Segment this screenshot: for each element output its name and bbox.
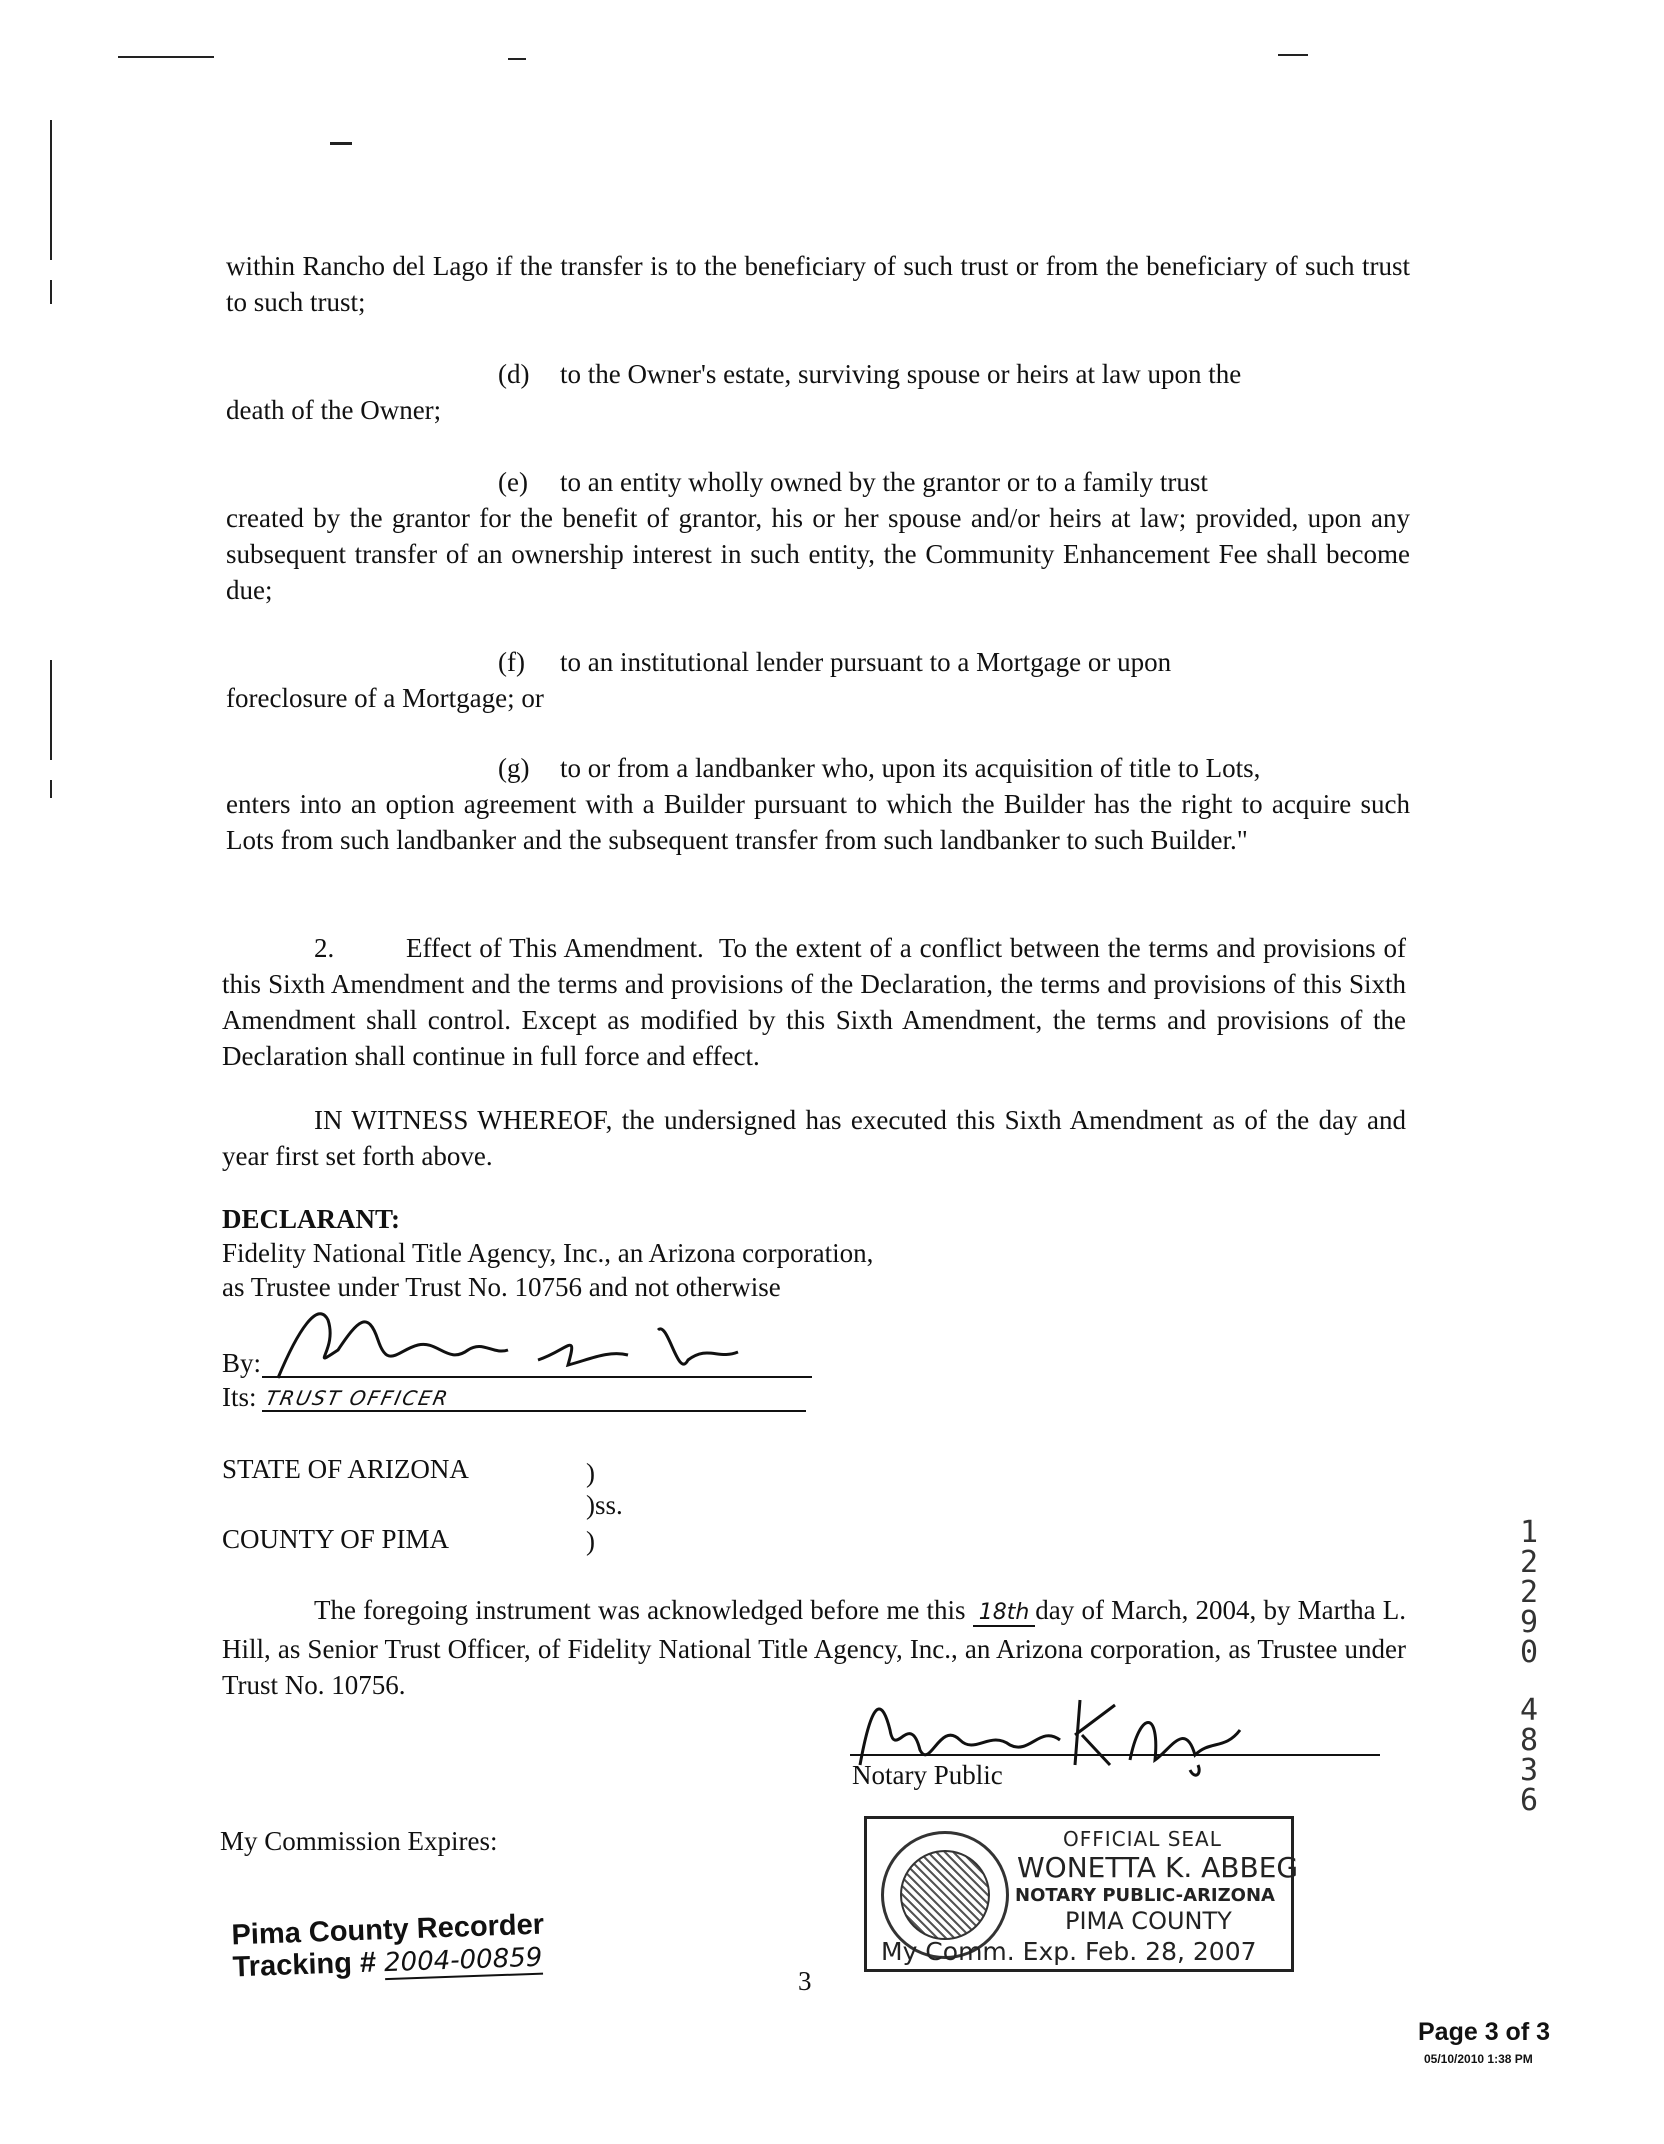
item-f-label: (f): [498, 647, 525, 677]
docket-digit: 2: [1519, 1575, 1539, 1610]
item-d-rest: death of the Owner;: [226, 395, 442, 425]
item-e-label: (e): [498, 467, 528, 497]
section-2-number: 2.: [314, 933, 335, 963]
recorder-line1: Pima County Recorder: [230, 1908, 545, 1952]
venue-ss: )ss.: [586, 1490, 623, 1520]
notary-line: [850, 1754, 1380, 1756]
item-g-label: (g): [498, 753, 530, 783]
item-d-label: (d): [498, 359, 530, 389]
ack-day: 18th: [973, 1600, 1036, 1627]
item-d-first: to the Owner's estate, surviving spouse or heirs at law upon the: [560, 359, 1242, 389]
county-label: COUNTY OF PIMA: [222, 1524, 450, 1554]
seal-line3: NOTARY PUBLIC-ARIZONA: [1015, 1885, 1275, 1906]
witness-paragraph: IN WITNESS WHEREOF, the undersigned has executed this Sixth Amendment as of the day and year first set forth above.: [222, 1105, 1406, 1171]
venue-paren-close: ): [586, 1526, 595, 1556]
section-2: [222, 930, 1406, 1074]
ack-before: The foregoing instrument was acknowledged before me this: [314, 1595, 966, 1625]
trust-paragraph: within Rancho del Lago if the transfer is to the beneficiary of such trust or from the beneficiary of such trust to such trust;: [226, 251, 1410, 317]
item-f-first: to an institutional lender pursuant to a Mortgage or upon: [560, 647, 1172, 677]
its-label: Its:: [222, 1382, 257, 1412]
its-line: [262, 1410, 806, 1412]
docket-digit: 9: [1519, 1605, 1539, 1640]
item-d: [226, 356, 1410, 428]
recorder-tracking-number: 2004-00859: [383, 1942, 543, 1979]
item-e-first: to an entity wholly owned by the grantor or to a family trust: [560, 467, 1208, 497]
seal-line1: OFFICIAL SEAL: [1063, 1827, 1222, 1851]
seal-line4: PIMA COUNTY: [1065, 1907, 1232, 1935]
docket-digit: 6: [1519, 1783, 1539, 1818]
seal-line5: My Comm. Exp. Feb. 28, 2007: [881, 1937, 1257, 1966]
docket-digit: 8: [1519, 1723, 1539, 1758]
page-number: 3: [798, 1966, 812, 1996]
venue-paren-open: ): [586, 1458, 595, 1488]
item-g-rest: enters into an option agreement with a Builder pursuant to which the Builder has the right to acquire such Lots from such landbanker and the subsequent transfer from such landbanker to such Builder.": [226, 789, 1410, 855]
section-2-body: To the extent of a conflict between the terms and provisions of this Sixth Amendment and the terms and provisions of the Declaration, the terms and provisions of this Sixth Amendment shall control. Except as modified by this Sixth Amendment, the terms and provisions of the Declaration shall continue in full force and effect.: [222, 933, 1406, 1071]
notary-label: Notary Public: [852, 1760, 1003, 1790]
docket-digit: 1: [1519, 1515, 1539, 1550]
its-value-handwritten: TRUST OFFICER: [263, 1386, 452, 1410]
declarant-block: [222, 1202, 873, 1304]
item-f: [226, 644, 1410, 716]
by-label: By:: [222, 1348, 262, 1378]
seal-line2: WONETTA K. ABBEG: [1017, 1851, 1299, 1884]
docket-digit: 4: [1519, 1693, 1539, 1728]
docket-digit: 0: [1519, 1635, 1539, 1670]
docket-digit: 3: [1519, 1753, 1539, 1788]
official-seal-stamp: [864, 1816, 1299, 1972]
item-e-rest: created by the grantor for the benefit of grantor, his or her spouse and/or heirs at law; provided, upon any subsequent transfer of an ownership interest in such entity, the Community Enhancement Fee shall become due;: [226, 503, 1410, 605]
recorder-tracking-label: Tracking #: [232, 1946, 377, 1984]
item-g: [226, 750, 1410, 858]
section-2-heading: Effect of This Amendment.: [406, 933, 704, 963]
docket-stamp: [1514, 1515, 1544, 1818]
docket-digit: 2: [1519, 1545, 1539, 1580]
state-label: STATE OF ARIZONA: [222, 1454, 469, 1484]
recorder-tracking: [231, 1909, 546, 1985]
commission-label: My Commission Expires:: [220, 1826, 498, 1856]
declarant-line2: as Trustee under Trust No. 10756 and not otherwise: [222, 1272, 781, 1302]
item-f-rest: foreclosure of a Mortgage; or: [226, 683, 544, 713]
page-of-label: Page 3 of 3: [1418, 2018, 1550, 2046]
item-e: [226, 464, 1410, 608]
item-g-first: to or from a landbanker who, upon its acquisition of title to Lots,: [560, 753, 1261, 783]
print-timestamp: 05/10/2010 1:38 PM: [1424, 2052, 1533, 2066]
declarant-heading: DECLARANT:: [222, 1204, 401, 1234]
declarant-line1: Fidelity National Title Agency, Inc., an Arizona corporation,: [222, 1238, 874, 1268]
ack-after: day of March, 2004, by Martha L. Hill, as Senior Trust Officer, of Fidelity National Title Agency, Inc., an Arizona corporation, as Trustee under Trust No. 10756.: [222, 1595, 1407, 1700]
declarant-signature: [268, 1290, 748, 1390]
